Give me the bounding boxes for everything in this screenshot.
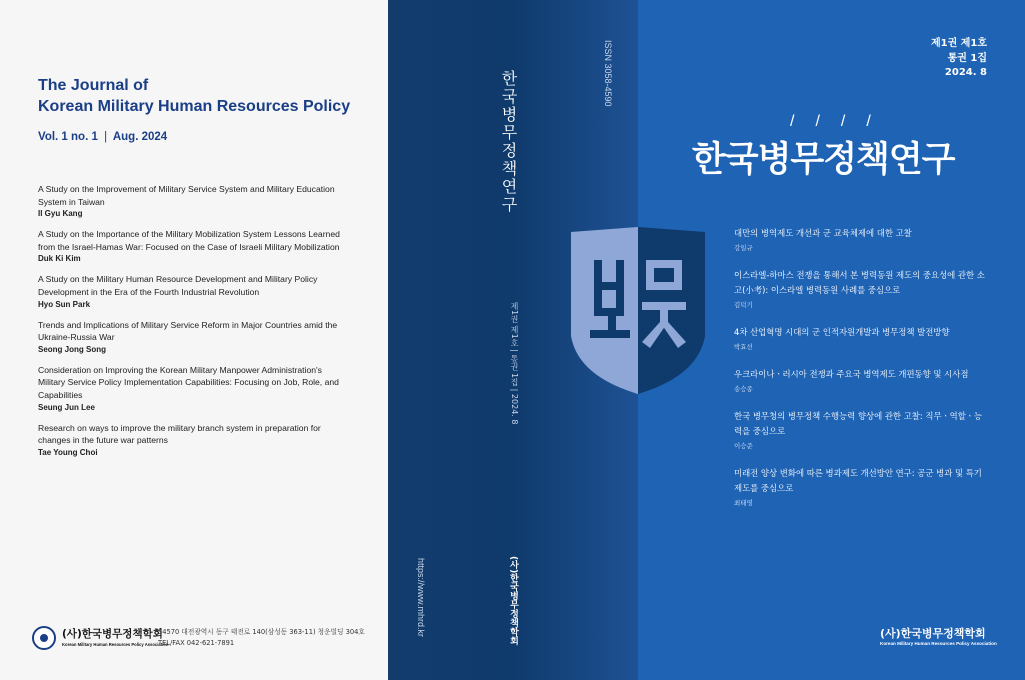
volume-number: Vol. 1 no. 1 xyxy=(38,131,98,143)
journal-english-title: The Journal of Korean Military Human Resources Policy xyxy=(38,77,351,115)
article-title: Research on ways to improve the military branch system in preparation for changes in the future war patterns xyxy=(38,422,321,446)
article-title: Trends and Implications of Military Service Reform in Major Countries amid the Ukraine-Russia War xyxy=(38,319,338,343)
article-item xyxy=(38,228,343,263)
toc-title: 미래전 양상 변화에 따른 병과제도 개선방안 연구: 공군 병과 및 특기제도를 중심으로 xyxy=(734,468,982,493)
volume-separator: | xyxy=(104,131,108,143)
toc-item xyxy=(734,466,989,507)
toc-title: 한국 병무청의 병무정책 수행능력 향상에 관한 고찰: 직무ㆍ역할ㆍ능력을 중심으로 xyxy=(734,411,982,436)
article-author: Il Gyu Kang xyxy=(38,209,83,219)
back-footer xyxy=(32,624,377,654)
volume-info xyxy=(38,131,167,143)
toc-title: 이스라엘-하마스 전쟁을 통해서 본 병력동원 제도의 중요성에 관한 소고(小考): 이스라엘 병력동원 사례를 중심으로 xyxy=(734,270,985,295)
article-author: Duk Ki Kim xyxy=(38,254,81,264)
article-item xyxy=(38,364,343,412)
title-decoration: //// xyxy=(790,113,892,130)
toc-author: 송승종 xyxy=(734,385,753,393)
toc-title: 4차 산업혁명 시대의 군 인적자원개발과 병무정책 발전방향 xyxy=(734,327,950,337)
korean-table-of-contents xyxy=(734,226,989,523)
front-title: 한국병무정책연구 xyxy=(692,140,955,180)
spine-volume-info: 제1권 제1호 | 통권 1집 | 2024. 8 xyxy=(510,302,519,425)
toc-item xyxy=(734,268,989,309)
article-item xyxy=(38,422,343,457)
spine-title: 한국병무정책연구 xyxy=(499,70,518,214)
article-title: A Study on the Military Human Resource Development and Military Policy Development in the Era of the Fourth Industrial Revolution xyxy=(38,274,318,297)
english-article-list xyxy=(38,183,343,467)
toc-item xyxy=(734,325,989,351)
toc-author: 김덕기 xyxy=(734,301,753,309)
article-author: Tae Young Choi xyxy=(38,447,98,457)
spine-org-name: (사)한국병무정책학회 xyxy=(508,556,518,646)
toc-item xyxy=(734,409,989,450)
article-author: Seong Jong Song xyxy=(38,344,106,354)
article-item xyxy=(38,273,343,308)
toc-title: 대만의 병역제도 개선과 군 교육체제에 대한 고찰 xyxy=(734,228,912,238)
toc-item xyxy=(734,226,989,252)
article-title: A Study on the Importance of the Military Mobilization System Lessons Learned from the Israel-Hamas War: Focused on the Case of Israeli Military Mobilization xyxy=(38,229,340,252)
society-emblem-icon xyxy=(32,626,56,650)
article-title: Consideration on Improving the Korean Military Manpower Administration's Military Service Policy Implementation Capabilities: Focusing on Job, Role, and Capabilities xyxy=(38,364,339,400)
spine-url: https://www.mhrd.kr xyxy=(416,558,426,638)
front-issue-info: 제1권 제1호 통권 1집 2024. 8 xyxy=(930,38,987,78)
front-org-english: Korean Military Human Resources Policy Association xyxy=(880,641,997,646)
footer-org-name: (사)한국병무정책학회 xyxy=(62,628,163,640)
front-org-name: (사)한국병무정책학회 xyxy=(880,627,986,640)
article-author: Hyo Sun Park xyxy=(38,299,91,309)
footer-address: 34570 대전광역시 동구 태전로 140(삼성동 363-11) 청운빌딩 304호 TEL/FAX 042-621-7891 xyxy=(158,628,365,647)
toc-item xyxy=(734,367,989,393)
toc-author: 최태영 xyxy=(734,499,753,507)
footer-org-english: Korean Military Human Resources Policy Association xyxy=(62,642,169,647)
toc-author: 이승준 xyxy=(734,442,753,450)
toc-author: 박효선 xyxy=(734,343,753,351)
spine-issn: ISSN 3058-4590 xyxy=(603,40,613,107)
toc-author: 강일규 xyxy=(734,244,753,252)
article-item xyxy=(38,319,343,354)
toc-title: 우크라이나ㆍ러시아 전쟁과 주요국 병역제도 개편동향 및 시사점 xyxy=(734,369,969,379)
volume-date: Aug. 2024 xyxy=(112,131,168,143)
article-title: A Study on the Improvement of Military Service System and Military Education System in Taiwan xyxy=(38,184,335,207)
article-author: Seung Jun Lee xyxy=(38,402,95,412)
shield-logo-icon xyxy=(568,226,708,396)
article-item xyxy=(38,183,343,218)
